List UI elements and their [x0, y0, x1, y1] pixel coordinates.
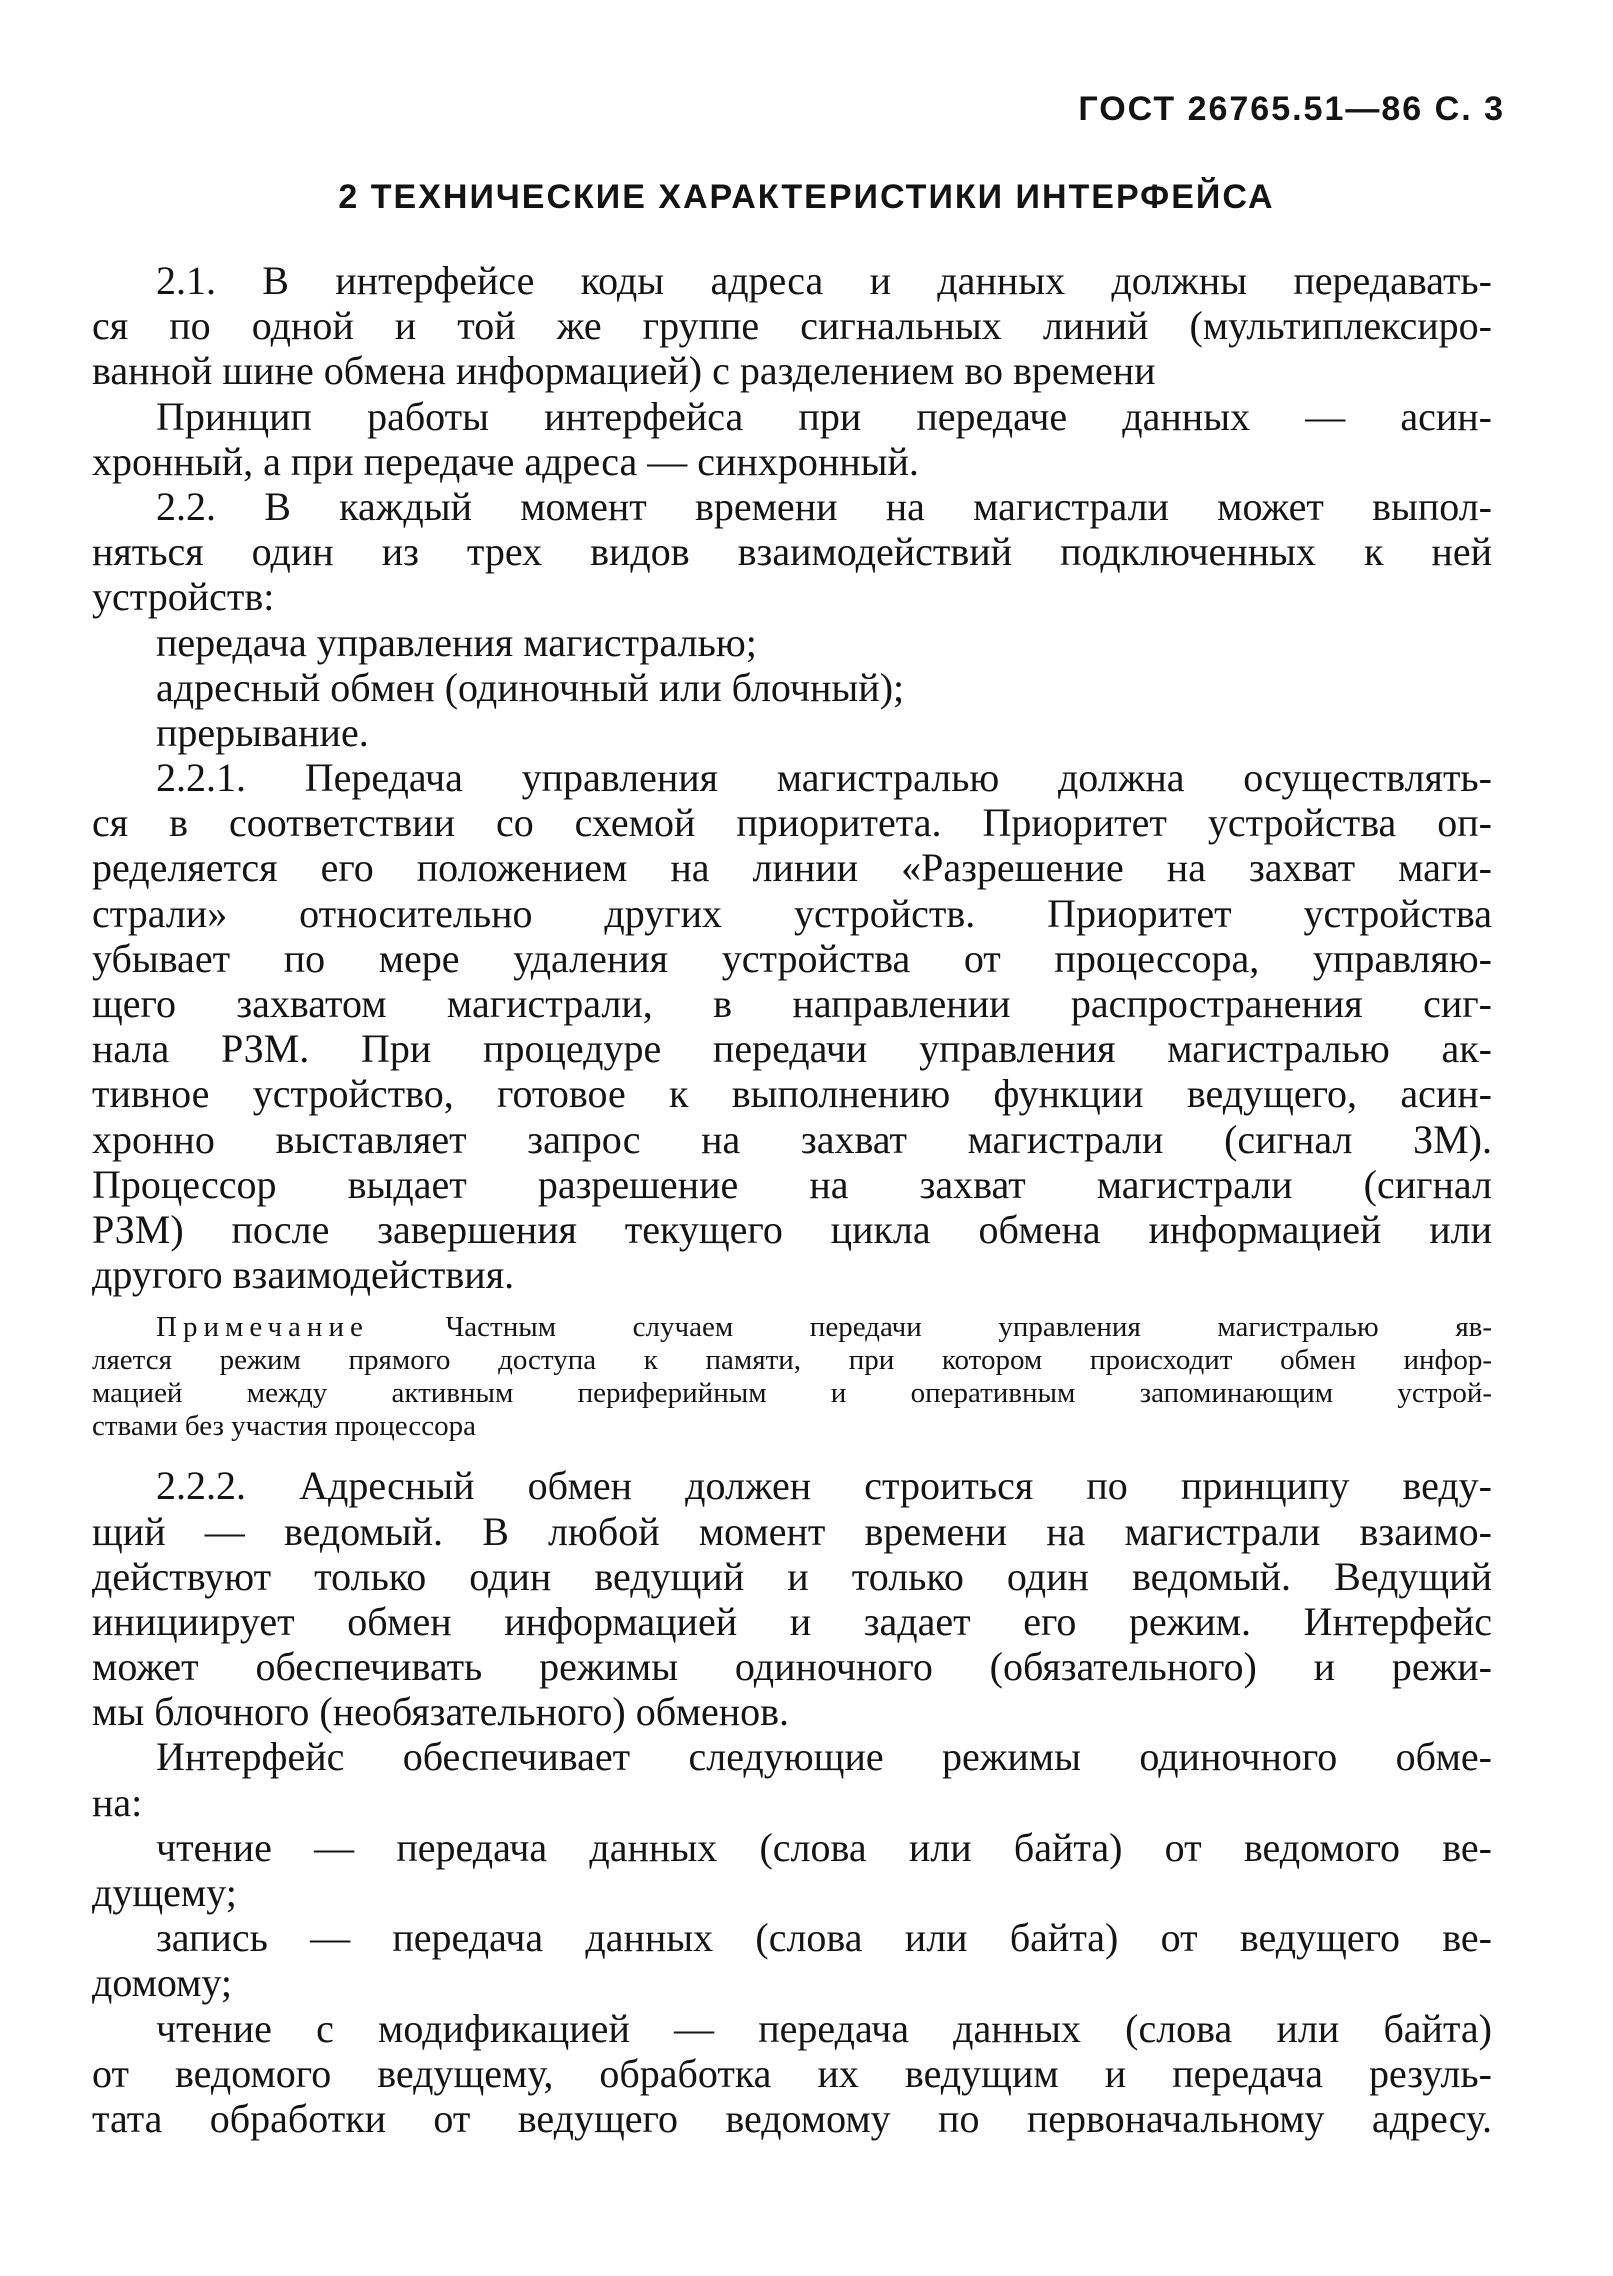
text-line: может обеспечивать режимы одиночного (обязательного) и режи- [92, 1644, 1492, 1690]
paragraph-2-2 [92, 484, 1492, 620]
page-header: ГОСТ 26765.51—86 С. 3 [1078, 90, 1505, 128]
text-line: Процессор выдает разрешение на захват магистрали (сигнал [92, 1161, 1492, 1207]
text-line: мы блочного (необязательного) обменов. [92, 1689, 790, 1735]
text-line: на: [92, 1779, 143, 1825]
interaction-types-list [92, 620, 1492, 756]
text-line: Интерфейс обеспечивает следующие режимы одиночного обме- [156, 1734, 1492, 1780]
note-line: мацией между активным периферийным и оперативным запоминающим устрой- [92, 1377, 1492, 1410]
text-line: 2.1. В интерфейсе коды адреса и данных должны передавать- [156, 258, 1492, 303]
text-line: щий — ведомый. В любой момент времени на магистрали взаимо- [92, 1508, 1492, 1554]
text-line: от ведомого ведущему, обработка их ведущим и передача резуль- [92, 2050, 1492, 2096]
text-line: домому; [92, 1960, 233, 2006]
paragraph-modes [92, 1734, 1492, 1824]
text-line: другого взаимодействия. [92, 1252, 515, 1298]
section-title: 2 ТЕХНИЧЕСКИЕ ХАРАКТЕРИСТИКИ ИНТЕРФЕЙСА [338, 178, 1275, 216]
text-line: страли» относительно других устройств. Приоритет устройства [92, 890, 1492, 936]
text-line: щего захватом магистрали, в направлении распространения сиг- [92, 981, 1492, 1026]
note-label: Примечание [156, 1311, 369, 1344]
text-line: ределяется его положением на линии «Разрешение на захват маги- [92, 845, 1492, 891]
note-first-line [92, 1311, 1492, 1344]
mode-read-modify [92, 2006, 1492, 2142]
list-item: передача управления магистралью; [156, 619, 757, 665]
text-line: Принцип работы интерфейса при передаче данных — асин- [156, 393, 1492, 439]
list-item: прерывание. [156, 709, 369, 755]
text-line: чтение — передача данных (слова или байта) от ведомого ве- [156, 1824, 1492, 1870]
paragraph-2-2-1 [92, 755, 1492, 1297]
text-line: устройств: [92, 574, 275, 620]
text-line: запись — передача данных (слова или байта) от ведущего ве- [156, 1915, 1492, 1961]
body-text [92, 258, 1492, 2141]
text-line: действуют только один ведущий и только один ведомый. Ведущий [92, 1553, 1492, 1599]
text-line: чтение с модификацией — передача данных (слова или байта) [156, 2005, 1492, 2051]
text-line: 2.2.2. Адресный обмен должен строиться по принципу веду- [156, 1463, 1492, 1509]
text-line: убывает по мере удаления устройства от процессора, управляю- [92, 935, 1492, 981]
text-line: 2.2.1. Передача управления магистралью должна осуществлять- [156, 755, 1492, 801]
text-line: хронно выставляет запрос на захват магистрали (сигнал ЗМ). [92, 1116, 1492, 1162]
text-line: хронный, а при передаче адреса — синхронный. [92, 438, 919, 484]
note-line: ствами без участия процессора [92, 1410, 477, 1443]
text-line: РЗМ) после завершения текущего цикла обмена информацией или [92, 1206, 1492, 1252]
paragraph-2-2-2 [92, 1463, 1492, 1734]
text-line: няться один из трех видов взаимодействий подключенных к ней [92, 529, 1492, 575]
text-line: нала РЗМ. При процедуре передачи управления магистралью ак- [92, 1026, 1492, 1072]
paragraph-principle [92, 394, 1492, 484]
note-text: Частным случаем передачи управления магистралью яв- [445, 1311, 1493, 1344]
note [92, 1311, 1492, 1443]
note-line: ляется режим прямого доступа к памяти, при котором происходит обмен инфор- [92, 1344, 1492, 1377]
text-line: инициирует обмен информацией и задает его режим. Интерфейс [92, 1598, 1492, 1644]
list-item: адресный обмен (одиночный или блочный); [156, 664, 905, 710]
text-line: ванной шине обмена информацией) с разделением во времени [92, 348, 1156, 394]
text-line: ся по одной и той же группе сигнальных линий (мультиплексиро- [92, 303, 1492, 349]
text-line: тата обработки от ведущего ведомому по первоначальному адресу. [92, 2095, 1492, 2141]
mode-read [92, 1825, 1492, 1915]
paragraph-2-1 [92, 258, 1492, 394]
text-line: 2.2. В каждый момент времени на магистрали может выпол- [156, 483, 1492, 529]
text-line: дущему; [92, 1870, 237, 1915]
mode-write [92, 1915, 1492, 2005]
text-line: тивное устройство, готовое к выполнению функции ведущего, асин- [92, 1071, 1492, 1117]
text-line: ся в соответствии со схемой приоритета. Приоритет устройства оп- [92, 800, 1492, 846]
